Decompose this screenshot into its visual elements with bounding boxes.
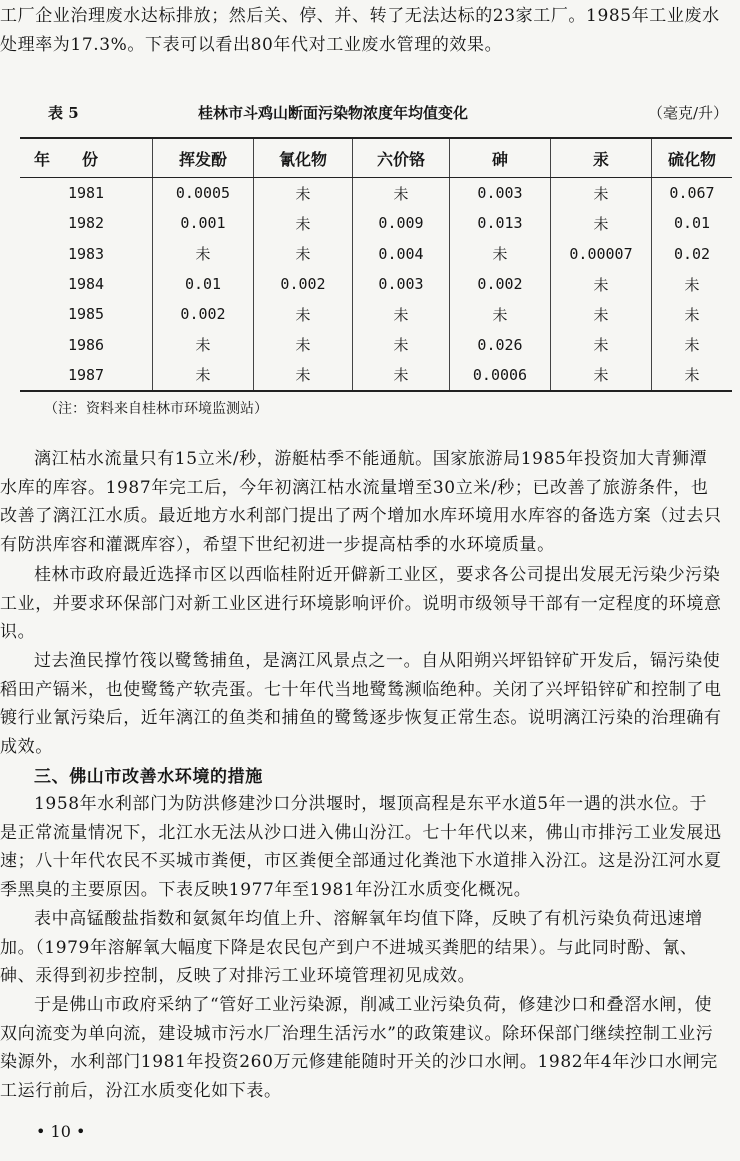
header-sulfide: 硫化物	[652, 138, 733, 178]
section-heading: 三、佛山市改善水环境的措施	[34, 767, 263, 787]
cell-chromium: 未	[353, 329, 450, 359]
cell-cyanide: 未	[254, 360, 353, 391]
table-row	[20, 329, 732, 359]
table-row	[20, 360, 732, 391]
paragraph-intro: 工厂企业治理废水达标排放；然后关、停、并、转了无法达标的23家工厂。1985年工业废水处理率为17.3%。下表可以看出80年代对工业废水管理的效果。	[0, 6, 720, 55]
table-header-row	[20, 138, 732, 178]
cell-arsenic: 0.003	[450, 178, 551, 209]
cell-arsenic: 未	[450, 299, 551, 329]
cell-year: 1986	[67, 335, 105, 354]
cell-cyanide: 未	[254, 208, 353, 238]
header-mercury: 汞	[551, 138, 652, 178]
paragraph-cormorant-fishing: 过去渔民撑竹筏以鹭鸶捕鱼，是漓江风景点之一。自从阳朔兴坪铅锌矿开发后，镉污染使稻田产镉米，也使鹭鸶产软壳蛋。七十年代当地鹭鸶濒临绝种。关闭了兴坪铅锌矿和控制了电镀行业氰污染后，近年漓江的鱼类和捕鱼的鹭鸶逐步恢复正常生态。说明漓江污染的治理确有成效。	[0, 651, 722, 757]
cell-sulfide: 0.01	[652, 208, 733, 238]
cell-cyanide: 未	[254, 178, 353, 209]
cell-phenol: 0.0005	[153, 178, 254, 209]
table-row	[20, 269, 732, 299]
pollutant-table	[20, 137, 732, 392]
header-phenol: 挥发酚	[153, 138, 254, 178]
cell-sulfide: 未	[652, 360, 733, 391]
cell-arsenic: 未	[450, 239, 551, 269]
cell-sulfide: 未	[652, 329, 733, 359]
paragraph-fenjiang-history: 1958年水利部门为防洪修建沙口分洪堰时，堰顶高程是东平水道5年一遇的洪水位。于是正常流量情况下，北江水无法从沙口进入佛山汾江。七十年代以来，佛山市排污工业发展迅速；八十年代农民不买城市粪便，市区粪便全部通过化粪池下水道排入汾江。这是汾江河水夏季黑臭的主要原因。下表反映1977年至1981年汾江水质变化概况。	[0, 794, 722, 900]
cell-phenol: 未	[153, 360, 254, 391]
table-unit: （毫克/升）	[647, 104, 728, 122]
cell-year: 1981	[67, 184, 105, 203]
header-year: 年 份	[20, 138, 153, 178]
cell-mercury: 未	[551, 178, 652, 209]
cell-cyanide: 未	[254, 329, 353, 359]
cell-sulfide: 0.067	[652, 178, 733, 209]
cell-cyanide: 未	[254, 299, 353, 329]
header-cyanide: 氰化物	[254, 138, 353, 178]
cell-sulfide: 未	[652, 299, 733, 329]
cell-chromium: 未	[353, 360, 450, 391]
cell-mercury: 未	[551, 208, 652, 238]
header-chromium: 六价铬	[353, 138, 450, 178]
cell-year: 1984	[67, 275, 105, 294]
cell-chromium: 0.004	[353, 239, 450, 269]
cell-mercury: 未	[551, 360, 652, 391]
table-row	[20, 208, 732, 238]
cell-phenol: 未	[153, 239, 254, 269]
cell-arsenic: 0.013	[450, 208, 551, 238]
cell-sulfide: 未	[652, 269, 733, 299]
cell-cyanide: 未	[254, 239, 353, 269]
paragraph-policy-adoption: 于是佛山市政府采纳了“管好工业污染源，削减工业污染负荷，修建沙口和叠滘水闸，使双向流变为单向流，建设城市污水厂治理生活污水”的政策建议。除环保部门继续控制工业污染源外，水利部门1981年投资260万元修建能随时开关的沙口水闸。1982年4年沙口水闸完工运行前后，汾江水质变化如下表。	[0, 995, 718, 1101]
cell-sulfide: 0.02	[652, 239, 733, 269]
cell-phenol: 0.01	[153, 269, 254, 299]
cell-year: 1987	[67, 365, 105, 384]
table-row	[20, 178, 732, 209]
cell-phenol: 0.002	[153, 299, 254, 329]
table-row	[20, 239, 732, 269]
cell-cyanide: 0.002	[254, 269, 353, 299]
cell-mercury: 未	[551, 329, 652, 359]
table-label: 表 5	[48, 104, 79, 122]
cell-arsenic: 0.0006	[450, 360, 551, 391]
cell-arsenic: 0.002	[450, 269, 551, 299]
cell-mercury: 未	[551, 269, 652, 299]
cell-chromium: 0.003	[353, 269, 450, 299]
cell-chromium: 未	[353, 178, 450, 209]
cell-year: 1982	[67, 214, 105, 233]
cell-arsenic: 0.026	[450, 329, 551, 359]
cell-year: 1983	[67, 244, 105, 263]
table-note: （注：资料来自桂林市环境监测站）	[44, 401, 268, 417]
table-row	[20, 299, 732, 329]
cell-chromium: 未	[353, 299, 450, 329]
header-arsenic: 砷	[450, 138, 551, 178]
cell-phenol: 0.001	[153, 208, 254, 238]
cell-phenol: 未	[153, 329, 254, 359]
table-caption	[48, 102, 728, 126]
cell-mercury: 0.00007	[551, 239, 652, 269]
paragraph-new-industrial-zone: 桂林市政府最近选择市区以西临桂附近开僻新工业区，要求各公司提出发展无污染少污染工业，并要求环保部门对新工业区进行环境影响评价。说明市级领导干部有一定程度的环境意识。	[0, 565, 722, 643]
page-number: • 10 •	[36, 1122, 86, 1141]
cell-year: 1985	[67, 305, 105, 324]
paragraph-lijiang-flow: 漓江枯水流量只有15立米/秒，游艇枯季不能通航。国家旅游局1985年投资加大青狮潭水库的库容。1987年完工后，今年初漓江枯水流量增至30立米/秒；已改善了旅游条件，也改善了漓江江水质。最近地方水利部门提出了两个增加水库环境用水库容的备选方案（过去只有防洪库容和灌溉库容），希望下世纪初进一步提高枯季的水环境质量。	[0, 449, 722, 555]
cell-chromium: 0.009	[353, 208, 450, 238]
paragraph-water-quality-trend: 表中高锰酸盐指数和氨氮年均值上升、溶解氧年均值下降，反映了有机污染负荷迅速增加。（1979年溶解氧大幅度下降是农民包产到户不进城买粪肥的结果）。与此同时酚、氰、砷、汞得到初步控制，反映了对排污工业环境管理初见成效。	[0, 909, 703, 987]
cell-mercury: 未	[551, 299, 652, 329]
table-title: 桂林市斗鸡山断面污染物浓度年均值变化	[198, 104, 469, 122]
